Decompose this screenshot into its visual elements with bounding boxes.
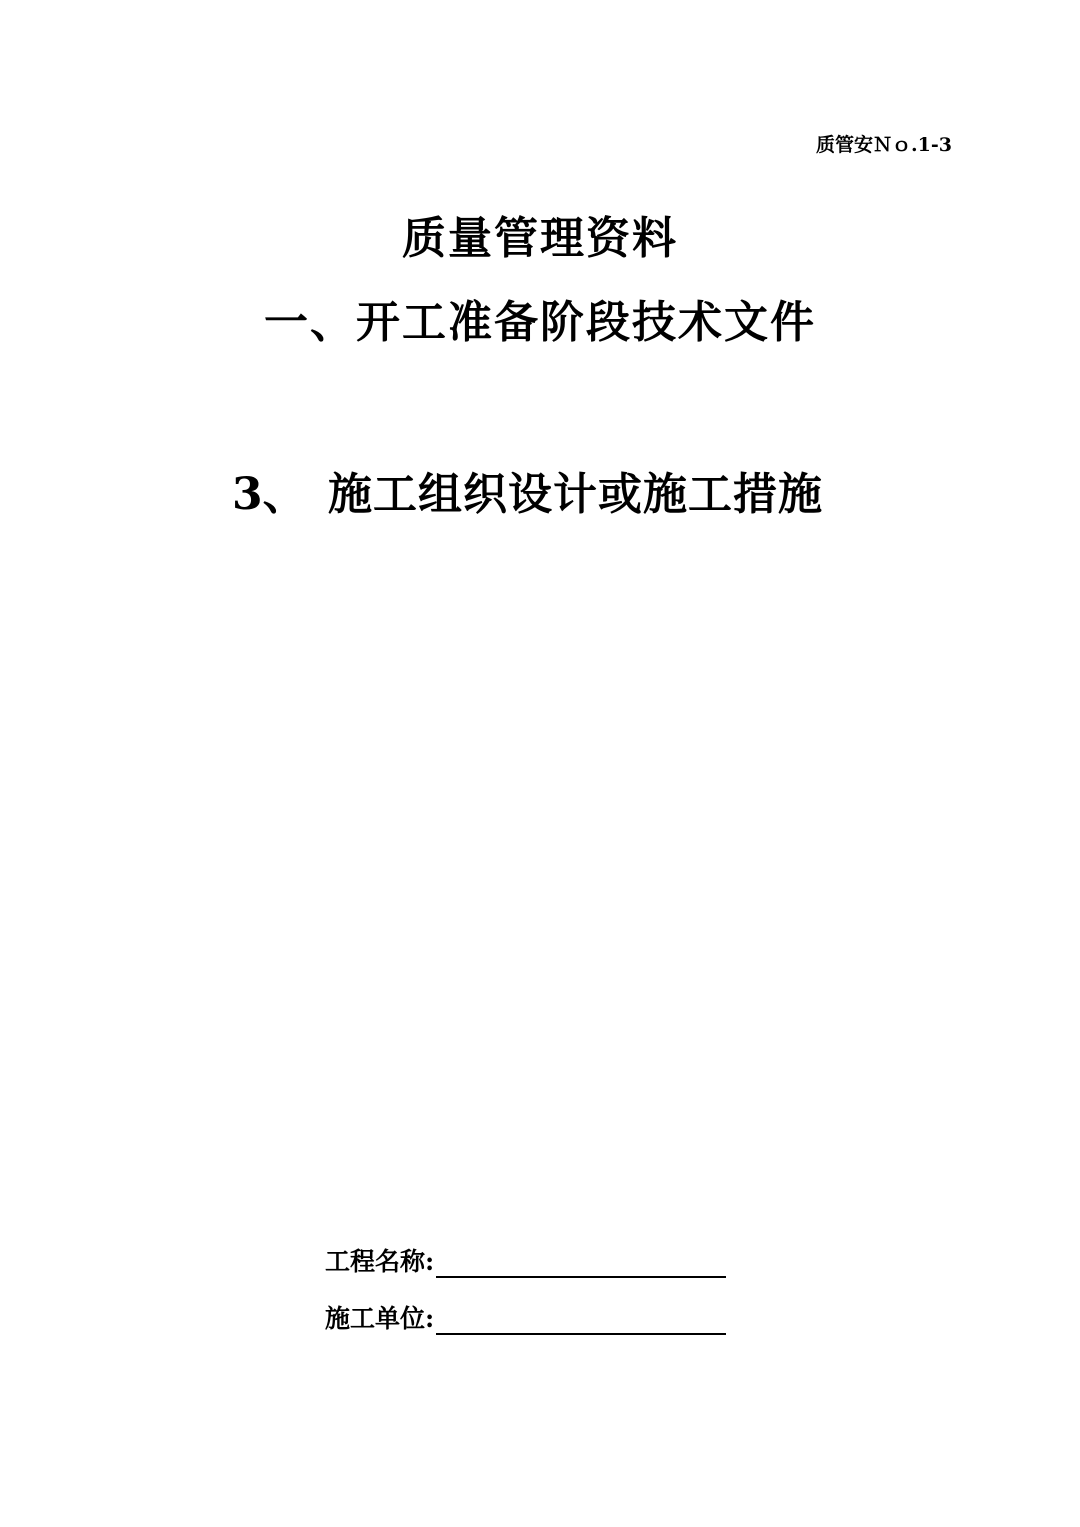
project-name-line[interactable]	[436, 1248, 726, 1278]
construction-unit-line[interactable]	[436, 1305, 726, 1335]
project-name-field	[325, 1242, 726, 1278]
sub-title-number: 3、	[232, 469, 307, 520]
sub-title	[232, 458, 823, 522]
document-code: 质管安Ｎｏ.1-3	[816, 134, 952, 156]
section-title: 一、开工准备阶段技术文件	[264, 297, 816, 348]
project-name-label: 工程名称:	[325, 1247, 435, 1276]
construction-unit-field	[325, 1299, 726, 1335]
sub-title-text: 施工组织设计或施工措施	[328, 469, 823, 520]
main-title: 质量管理资料	[402, 213, 678, 264]
construction-unit-label: 施工单位:	[325, 1304, 435, 1333]
